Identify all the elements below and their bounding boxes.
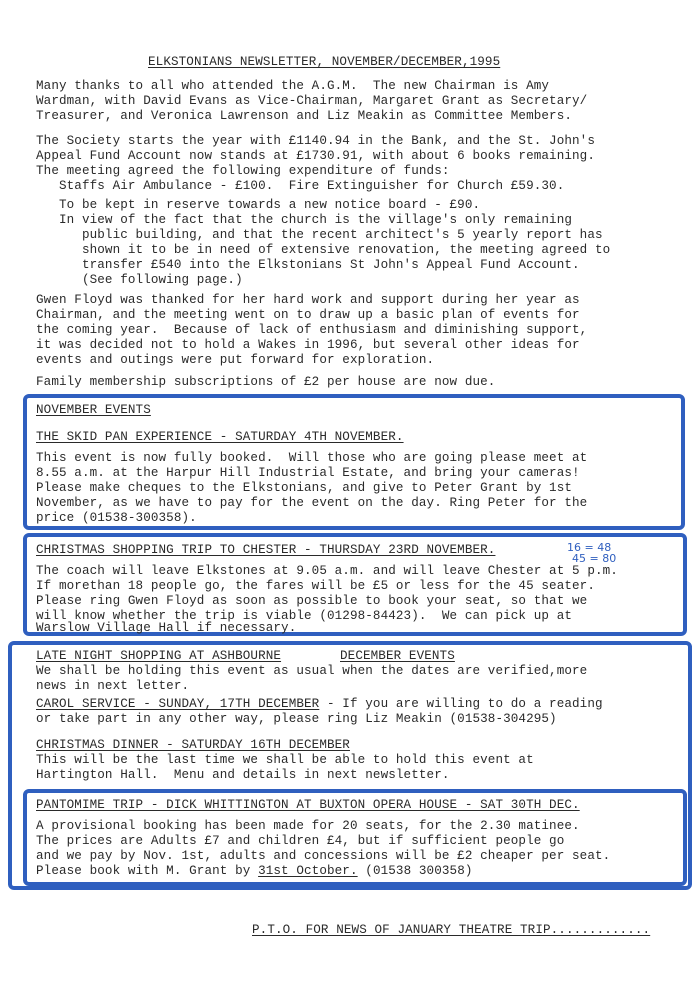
chester-line-3: Please ring Gwen Floyd as soon as possible to book your seat, so that we [36,594,588,608]
reserve-line-4: shown it to be in need of extensive renovation, the meeting agreed to [36,243,611,257]
late-shopping-title: LATE NIGHT SHOPPING AT ASHBOURNE [36,649,282,663]
chester-line-4: will know whether the trip is viable (01298-84423). We can pick up at [36,609,573,623]
handwritten-note-1: 16 = 48 [567,541,612,554]
skid-pan-line-4: November, as we have to pay for the event on the day. Ring Peter for the [36,496,588,510]
pto-footer [252,923,650,937]
page-title: ELKSTONIANS NEWSLETTER, NOVEMBER/DECEMBER,1995 [148,55,501,69]
carol-service-line-2: or take part in any other way, please ring Liz Meakin (01538-304295) [36,712,557,726]
chester-line-5: Warslow Village Hall if necessary. [36,621,297,635]
intro-line-1: Many thanks to all who attended the A.G.M. The new Chairman is Amy [36,79,550,93]
funds-line-4: Staffs Air Ambulance - £100. Fire Extinguisher for Church £59.30. [36,179,565,193]
skid-pan-title: THE SKID PAN EXPERIENCE - SATURDAY 4TH NOVEMBER. [36,430,404,444]
christmas-dinner-title: CHRISTMAS DINNER - SATURDAY 16TH DECEMBER [36,738,350,752]
skid-pan-line-2: 8.55 a.m. at the Harpur Hill Industrial Estate, and bring your cameras! [36,466,580,480]
chester-line-1: The coach will leave Elkstones at 9.05 a.m. and will leave Chester at 5 p.m. [36,564,618,578]
subscriptions-notice: Family membership subscriptions of £2 per house are now due. [36,375,496,389]
gwen-line-2: Chairman, and the meeting went on to draw up a basic plan of events for [36,308,580,322]
pto-footer-text: P.T.O. FOR NEWS OF JANUARY THEATRE TRIP............. [252,923,651,937]
pantomime-line-3: and we pay by Nov. 1st, adults and concessions will be £2 cheaper per seat. [36,849,611,863]
handwritten-note-2: 45 = 80 [572,552,617,565]
reserve-line-5: transfer £540 into the Elkstonians St John's Appeal Fund Account. [36,258,580,272]
carol-service-title: CAROL SERVICE - SUNDAY, 17TH DECEMBER [36,697,320,711]
skid-pan-line-1: This event is now fully booked. Will those who are going please meet at [36,451,588,465]
reserve-line-6: (See following page.) [36,273,243,287]
pantomime-line-1: A provisional booking has been made for 20 seats, for the 2.30 matinee. [36,819,580,833]
pantomime-title: PANTOMIME TRIP - DICK WHITTINGTON AT BUXTON OPERA HOUSE - SAT 30TH DEC. [36,798,580,812]
gwen-line-4: it was decided not to hold a Wakes in 1996, but several other ideas for [36,338,580,352]
pantomime-book-phone: (01538 300358) [357,864,473,878]
gwen-line-1: Gwen Floyd was thanked for her hard work and support during her year as [36,293,580,307]
chester-trip-title: CHRISTMAS SHOPPING TRIP TO CHESTER - THURSDAY 23RD NOVEMBER. [36,543,496,557]
funds-line-2: Appeal Fund Account now stands at £1730.91, with about 6 books remaining. [36,149,595,163]
gwen-line-5: events and outings were put forward for exploration. [36,353,435,367]
carol-service-line-1 [36,697,603,711]
chester-line-2: If morethan 18 people go, the fares will be £5 or less for the 45 seater. [36,579,595,593]
pantomime-line-4 [36,864,473,878]
pantomime-line-2: The prices are Adults £7 and children £4, but if sufficient people go [36,834,565,848]
intro-line-3: Treasurer, and Veronica Lawrenson and Liz Meakin as Committee Members. [36,109,573,123]
reserve-line-1: To be kept in reserve towards a new notice board - £90. [36,198,481,212]
pantomime-book-date: 31st October. [258,864,358,878]
reserve-line-3: public building, and that the recent architect's 5 yearly report has [36,228,603,242]
skid-pan-line-5: price (01538-300358). [36,511,197,525]
gwen-line-3: the coming year. Because of lack of enthusiasm and diminishing support, [36,323,588,337]
funds-line-1: The Society starts the year with £1140.94 in the Bank, and the St. John's [36,134,595,148]
intro-line-2: Wardman, with David Evans as Vice-Chairman, Margaret Grant as Secretary/ [36,94,588,108]
skid-pan-line-3: Please make cheques to the Elkstonians, and give to Peter Grant by 1st [36,481,573,495]
pantomime-book-text: Please book with M. Grant by [36,864,259,878]
christmas-dinner-line-2: Hartington Hall. Menu and details in next newsletter. [36,768,450,782]
christmas-dinner-line-1: This will be the last time we shall be able to hold this event at [36,753,534,767]
funds-line-3: The meeting agreed the following expenditure of funds: [36,164,450,178]
late-shopping-line-2: news in next letter. [36,679,190,693]
reserve-line-2: In view of the fact that the church is the village's only remaining [36,213,573,227]
december-events-heading: DECEMBER EVENTS [340,649,455,663]
november-events-heading: NOVEMBER EVENTS [36,403,151,417]
carol-service-text: - If you are willing to do a reading [319,697,603,711]
late-shopping-line-1: We shall be holding this event as usual when the dates are verified,more [36,664,588,678]
